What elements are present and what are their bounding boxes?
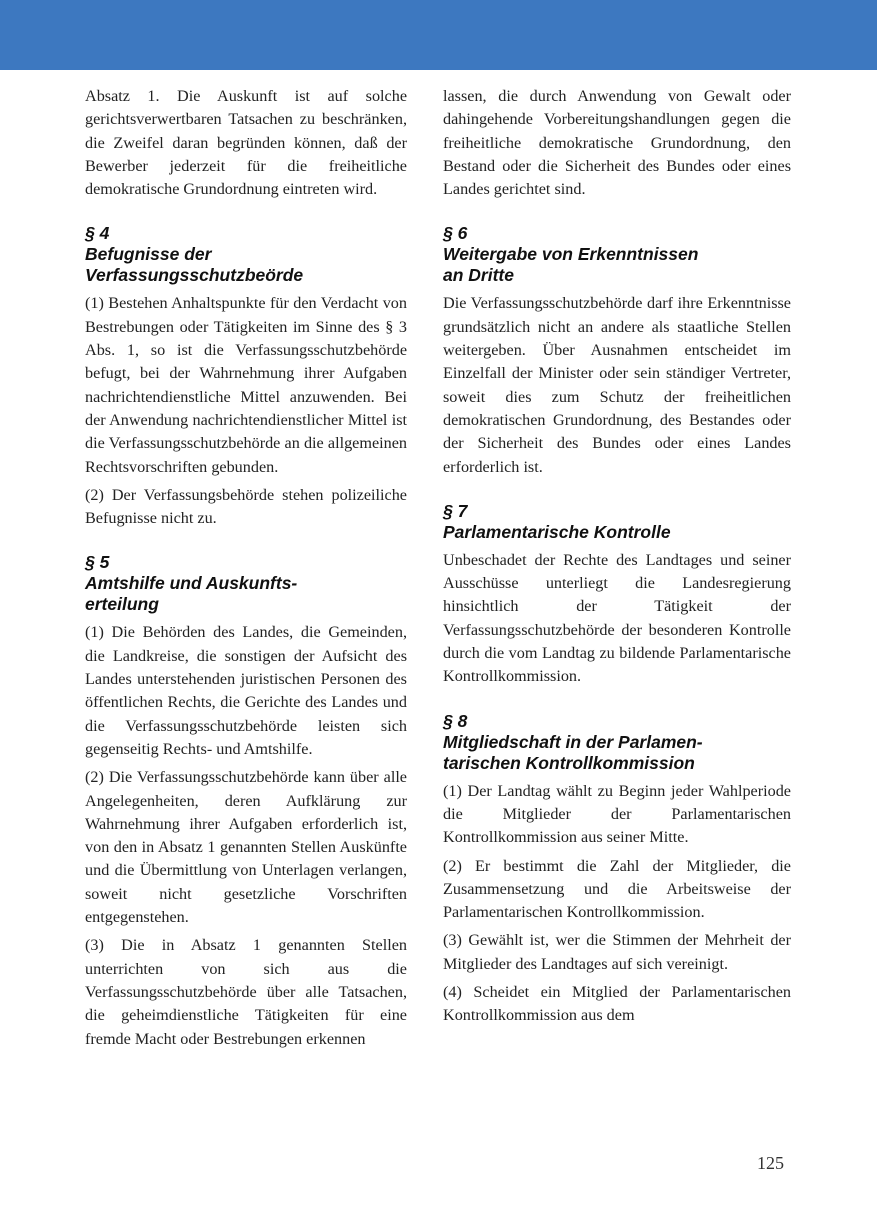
section-6-heading	[443, 223, 791, 286]
header-color-band	[0, 0, 877, 70]
paragraph: (1) Bestehen Anhaltspunkte für den Verdacht von Bestrebungen oder Tätigkeiten im Sinne des § 3 Abs. 1, so ist die Verfassungsschutzbehörde befugt, bei der Wahrnehmung ihrer Aufgaben nachrichtendienstliche Mittel anzuwenden. Bei der Anwendung nachrichtendienstlicher Mittel ist die Verfassungsschutzbehörde an die allgemeinen Rechtsvorschriften gebunden.	[85, 294, 407, 476]
paragraph: (3) Gewählt ist, wer die Stimmen der Mehrheit der Mitglieder des Landtages auf sich vereinigt.	[443, 931, 791, 973]
section-number: § 8	[443, 710, 468, 731]
paragraph: Unbeschadet der Rechte des Landtages und seiner Ausschüsse unterliegt die Landesregierung hinsichtlich der Tätigkeit der Verfassungsschutzbehörde der besonderen Kontrolle durch die vom Landtag zu bildende Parlamentarische Kontrollkommission.	[443, 550, 791, 686]
section-7-heading	[443, 501, 791, 543]
page-number: 125	[757, 1153, 784, 1173]
paragraph: (4) Scheidet ein Mitglied der Parlamentarischen Kontrollkommission aus dem	[443, 983, 791, 1025]
section-title: Parlamentarische Kontrolle	[443, 521, 671, 542]
paragraph: (2) Der Verfassungsbehörde stehen polizeiliche Befugnisse nicht zu.	[85, 485, 407, 528]
section-8-heading	[443, 711, 791, 774]
left-column	[85, 85, 407, 1056]
paragraph: (1) Der Landtag wählt zu Beginn jeder Wahlperiode die Mitglieder der Parlamentarischen Kontrollkommission aus seiner Mitte.	[443, 781, 791, 847]
right-column	[443, 85, 791, 1033]
section-title: Weitergabe von Erkenntnissen an Dritte	[443, 244, 699, 286]
section-4-heading	[85, 223, 407, 286]
paragraph: (2) Die Verfassungsschutzbehörde kann über alle Angelegenheiten, deren Aufklärung zur Wahrnehmung ihrer Aufgaben erforderlich ist, von den in Absatz 1 genannten Stellen Auskünfte und die Übermittlung von Unterlagen verlangen, soweit nicht gesetzliche Vorschriften entgegenstehen.	[85, 768, 407, 927]
right-intro-paragraph: lassen, die durch Anwendung von Gewalt oder dahingehende Vorbereitungshandlungen gegen die freiheitliche demokratische Grundordnung, den Bestand oder die Sicherheit des Bundes oder eines Landes gerichtet sind.	[443, 87, 791, 199]
paragraph: (1) Die Behörden des Landes, die Gemeinden, die Landkreise, die sonstigen der Aufsicht des Landes unterstehenden juristischen Personen des öffentlichen Rechts, die Gerichte des Landes und die Verfassungsschutzbehörde leisten sich gegenseitig Rechts- und Amtshilfe.	[85, 623, 407, 758]
section-number: § 6	[443, 223, 468, 244]
paragraph: (3) Die in Absatz 1 genannten Stellen unterrichten von sich aus die Verfassungsschutzbehörde über alle Tatsachen, die geheimdienstliche Tätigkeiten für eine fremde Macht oder Bestrebungen erkennen	[85, 936, 407, 1048]
paragraph: Die Verfassungsschutzbehörde darf ihre Erkenntnisse grundsätzlich nicht an andere als staatliche Stellen weitergeben. Über Ausnahmen entscheidet im Einzelfall der Minister oder sein ständiger Vertreter, soweit dies zum Schutz der freiheitlichen demokratischen Grundordnung, des Bestandes oder der Sicherheit des Bundes oder eines Landes erforderlich ist.	[443, 294, 791, 476]
left-intro-paragraph: Absatz 1. Die Auskunft ist auf solche gerichtsverwertbaren Tatsachen zu beschränken, die Zweifel daran begründen können, daß der Bewerber jederzeit für die freiheitliche demokratische Grundordnung eintreten wird.	[85, 87, 407, 199]
section-number: § 5	[85, 552, 110, 573]
section-title: Befugnisse der Verfassungsschutzbeörde	[85, 244, 304, 286]
paragraph: (2) Er bestimmt die Zahl der Mitglieder, die Zusammensetzung und die Arbeitsweise der Parlamentarischen Kontrollkommission.	[443, 856, 791, 922]
section-number: § 4	[85, 223, 110, 244]
section-title: Mitgliedschaft in der Parlamen- tarischen Kontrollkommission	[443, 731, 703, 773]
section-5-heading	[85, 552, 407, 615]
section-number: § 7	[443, 500, 468, 521]
section-title: Amtshilfe und Auskunfts- erteilung	[85, 573, 298, 615]
